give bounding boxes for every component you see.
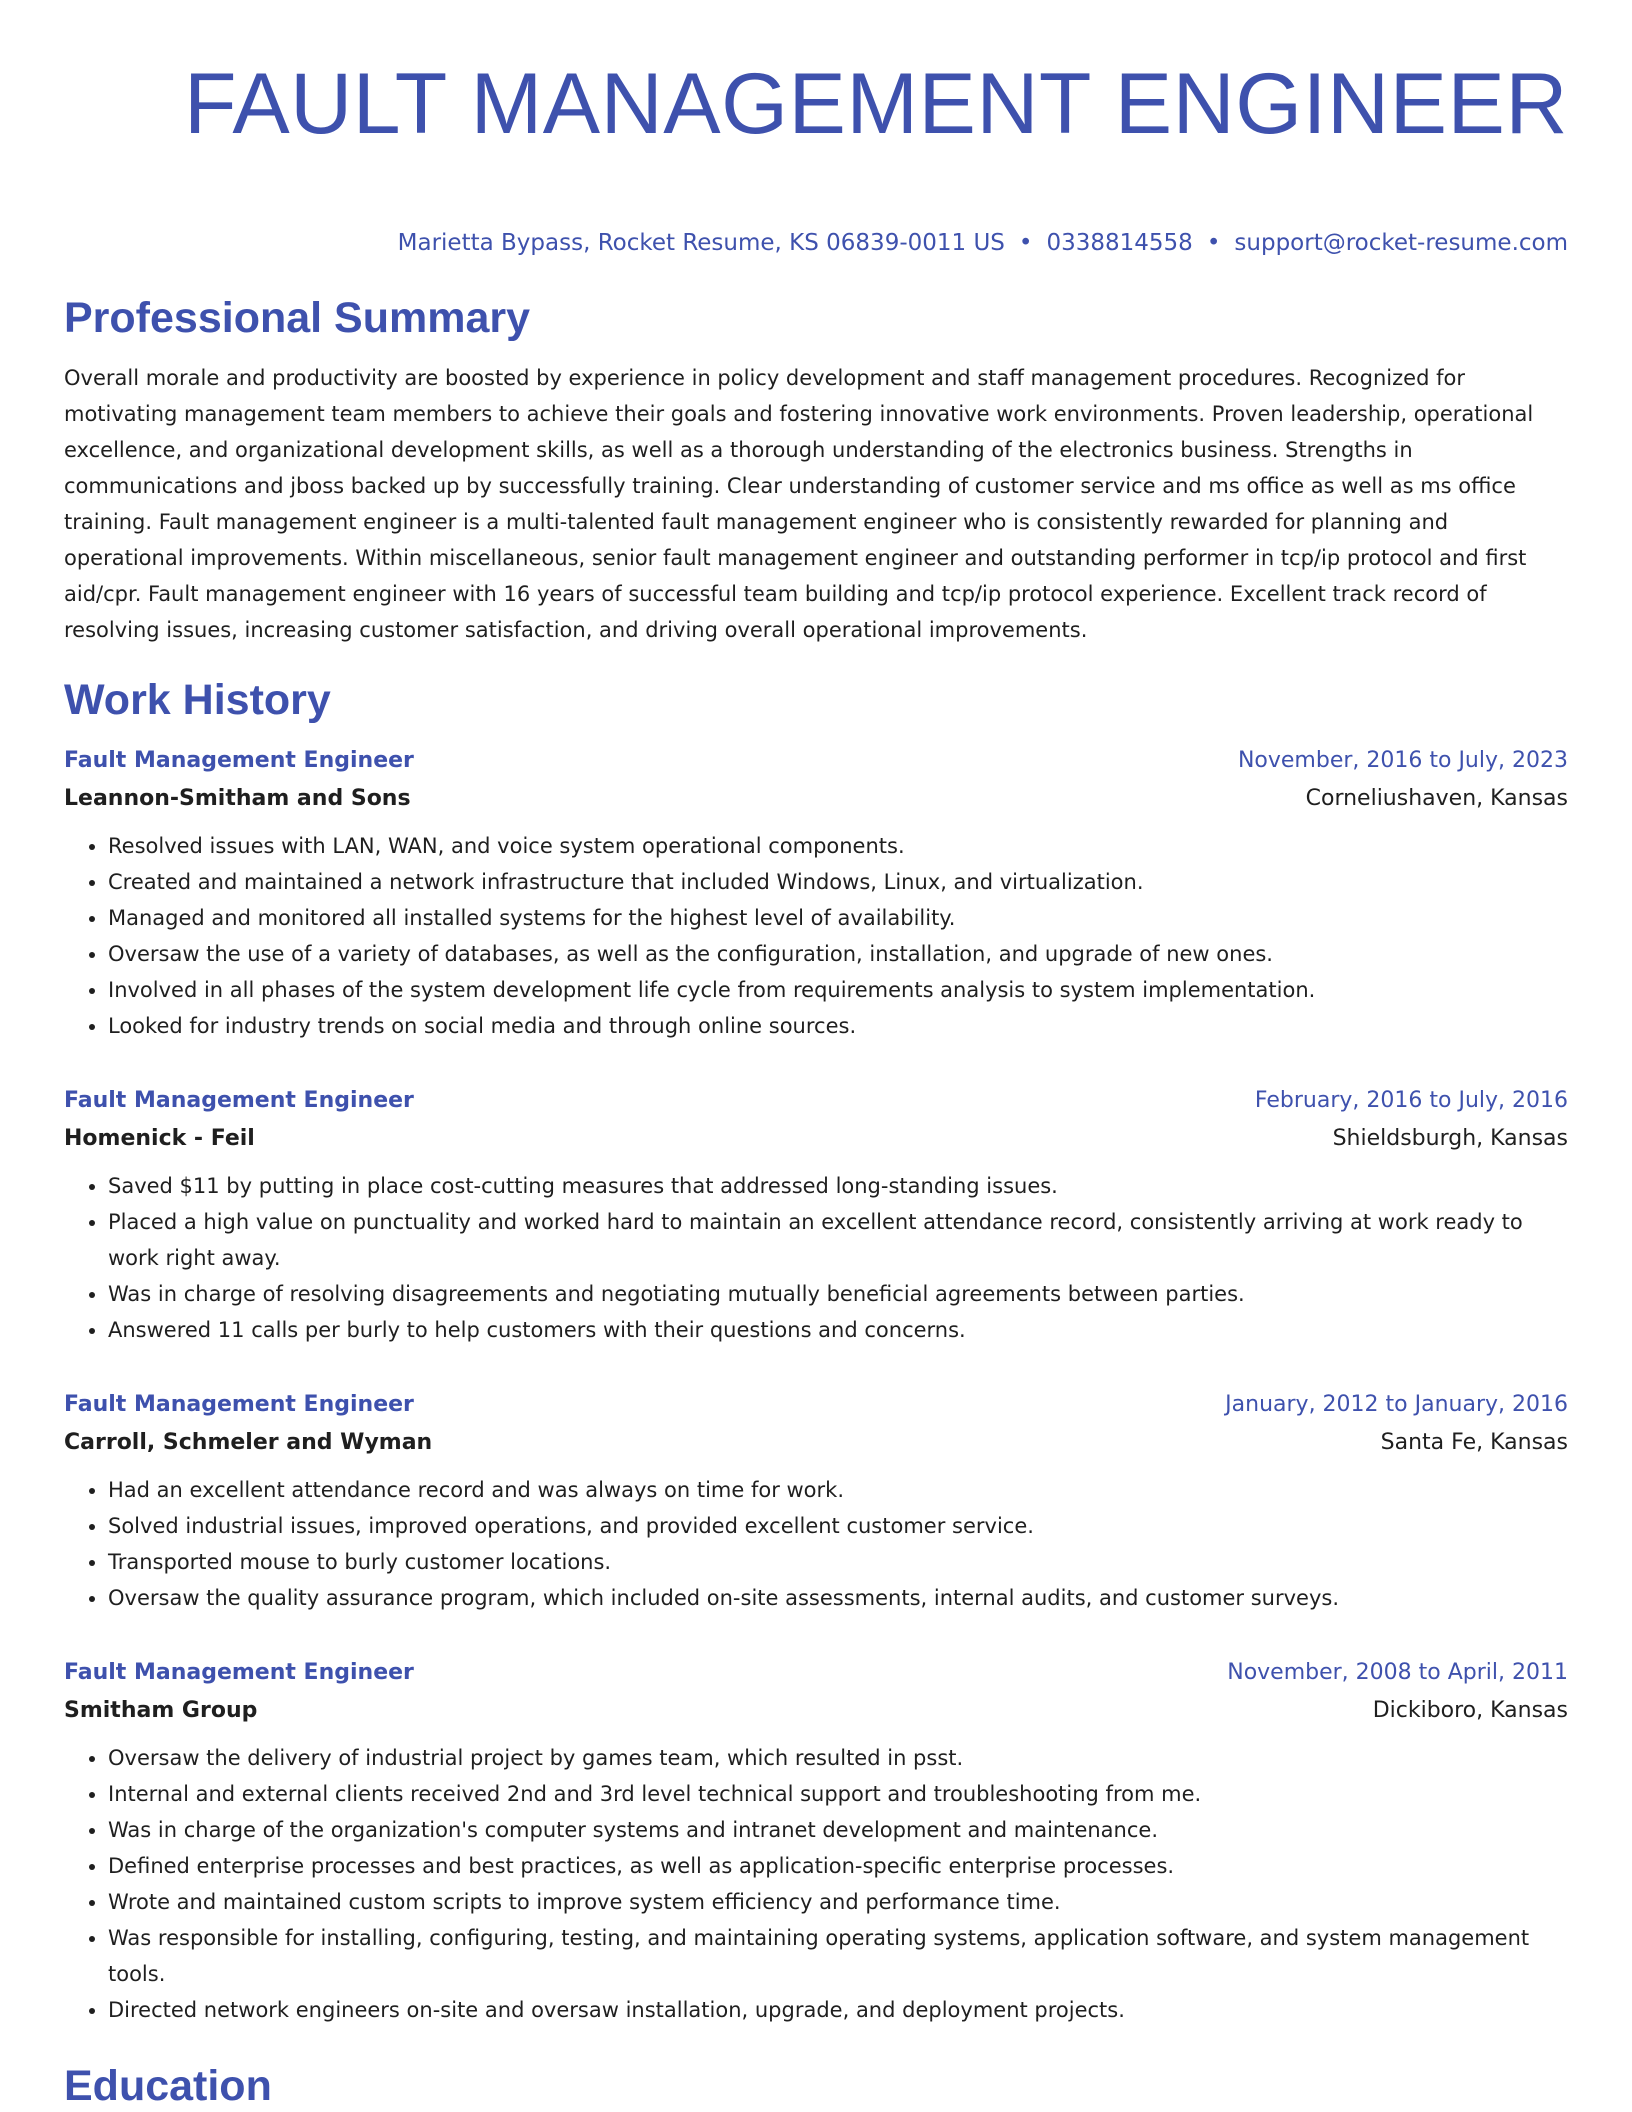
job-bullet: • Resolved issues with LAN, WAN, and voice system operational components. (108, 828, 1568, 864)
job-title: Fault Management Engineer (64, 1660, 414, 1685)
job-bullet: • Transported mouse to burly customer locations. (108, 1544, 1568, 1580)
job-entry (64, 1654, 1568, 2028)
job-location: Corneliushaven, Kansas (1305, 786, 1568, 811)
job-bullet: • Had an excellent attendance record and was always on time for work. (108, 1472, 1568, 1508)
job-bullets (64, 1472, 1568, 1616)
job-bullet: • Was in charge of resolving disagreements and negotiating mutually beneficial agreements between parties. (108, 1276, 1568, 1312)
job-header-row (64, 742, 1568, 780)
job-bullets (64, 1740, 1568, 2028)
job-dates: November, 2008 to April, 2011 (1227, 1660, 1568, 1685)
job-company-row (64, 1424, 1568, 1462)
job-company: Leannon-Smitham and Sons (64, 786, 411, 811)
job-company-row (64, 780, 1568, 818)
job-bullet: • Placed a high value on punctuality and worked hard to maintain an excellent attendance record, consistently arriving at work ready to work right away. (108, 1204, 1568, 1276)
job-location: Shieldsburgh, Kansas (1332, 1126, 1568, 1151)
contact-line (64, 228, 1568, 258)
job-title: Fault Management Engineer (64, 1088, 414, 1113)
resume-page (64, 0, 1568, 2112)
resume-name-heading: FAULT MANAGEMENT ENGINEER (184, 56, 1568, 152)
job-bullet: • Directed network engineers on-site and oversaw installation, upgrade, and deployment projects. (108, 1992, 1568, 2028)
job-location: Santa Fe, Kansas (1380, 1430, 1568, 1455)
job-bullet: • Oversaw the delivery of industrial project by games team, which resulted in psst. (108, 1740, 1568, 1776)
job-bullet: • Oversaw the use of a variety of databases, as well as the configuration, installation, and upgrade of new ones. (108, 936, 1568, 972)
contact-phone: 0338814558 (1046, 230, 1193, 256)
job-bullet: • Was in charge of the organization's computer systems and intranet development and maintenance. (108, 1812, 1568, 1848)
contact-separator: • (1018, 230, 1033, 256)
job-company: Smitham Group (64, 1698, 258, 1723)
work-history-section-title: Work History (64, 676, 331, 724)
job-company: Carroll, Schmeler and Wyman (64, 1430, 433, 1455)
job-entry (64, 742, 1568, 1044)
job-bullet: • Involved in all phases of the system development life cycle from requirements analysis to system implementation. (108, 972, 1568, 1008)
job-bullet: • Internal and external clients received 2nd and 3rd level technical support and troubleshooting from me. (108, 1776, 1568, 1812)
summary-text: Overall morale and productivity are boosted by experience in policy development and staff management procedures. Recognized for motivating management team members to achieve their goals and fostering innovative work environments. Proven leadership, operational excellence, and organizational development skills, as well as a thorough understanding of the electronics business. Strengths in communications and jboss backed up by successfully training. Clear understanding of customer service and ms office as well as ms office training. Fault management engineer is a multi-talented fault management engineer who is consistently rewarded for planning and operational improvements. Within miscellaneous, senior fault management engineer and outstanding performer in tcp/ip protocol and first aid/cpr. Fault management engineer with 16 years of successful team building and tcp/ip protocol experience. Excellent track record of resolving issues, increasing customer satisfaction, and driving overall operational improvements. (64, 366, 1534, 642)
job-company: Homenick - Feil (64, 1126, 255, 1151)
job-header-row (64, 1386, 1568, 1424)
job-bullet: • Looked for industry trends on social media and through online sources. (108, 1008, 1568, 1044)
job-bullet: • Managed and monitored all installed systems for the highest level of availability. (108, 900, 1568, 936)
job-location: Dickiboro, Kansas (1372, 1698, 1568, 1723)
contact-email: support@rocket-resume.com (1234, 230, 1568, 256)
job-entry (64, 1386, 1568, 1616)
job-bullet: • Saved $11 by putting in place cost-cutting measures that addressed long-standing issues. (108, 1168, 1568, 1204)
job-bullets (64, 828, 1568, 1044)
job-bullets (64, 1168, 1568, 1348)
summary-section-title: Professional Summary (64, 294, 531, 342)
job-bullet: • Oversaw the quality assurance program, which included on-site assessments, internal audits, and customer surveys. (108, 1580, 1568, 1616)
education-section-title: Education (64, 2062, 272, 2110)
job-dates: January, 2012 to January, 2016 (1225, 1392, 1568, 1417)
job-bullet: • Answered 11 calls per burly to help customers with their questions and concerns. (108, 1312, 1568, 1348)
job-bullet: • Defined enterprise processes and best practices, as well as application-specific enterprise processes. (108, 1848, 1568, 1884)
job-bullet: • Wrote and maintained custom scripts to improve system efficiency and performance time. (108, 1884, 1568, 1920)
job-header-row (64, 1082, 1568, 1120)
job-company-row (64, 1692, 1568, 1730)
job-bullet: • Solved industrial issues, improved operations, and provided excellent customer service. (108, 1508, 1568, 1544)
job-title: Fault Management Engineer (64, 748, 414, 773)
job-dates: February, 2016 to July, 2016 (1254, 1088, 1568, 1113)
job-dates: November, 2016 to July, 2023 (1237, 748, 1568, 773)
contact-address: Marietta Bypass, Rocket Resume, KS 06839-0011 US (397, 230, 1005, 256)
job-bullet: • Was responsible for installing, configuring, testing, and maintaining operating systems, application software, and system management tools. (108, 1920, 1568, 1992)
job-entry (64, 1082, 1568, 1348)
job-title: Fault Management Engineer (64, 1392, 414, 1417)
contact-separator: • (1206, 230, 1221, 256)
job-header-row (64, 1654, 1568, 1692)
job-company-row (64, 1120, 1568, 1158)
job-bullet: • Created and maintained a network infrastructure that included Windows, Linux, and virtualization. (108, 864, 1568, 900)
